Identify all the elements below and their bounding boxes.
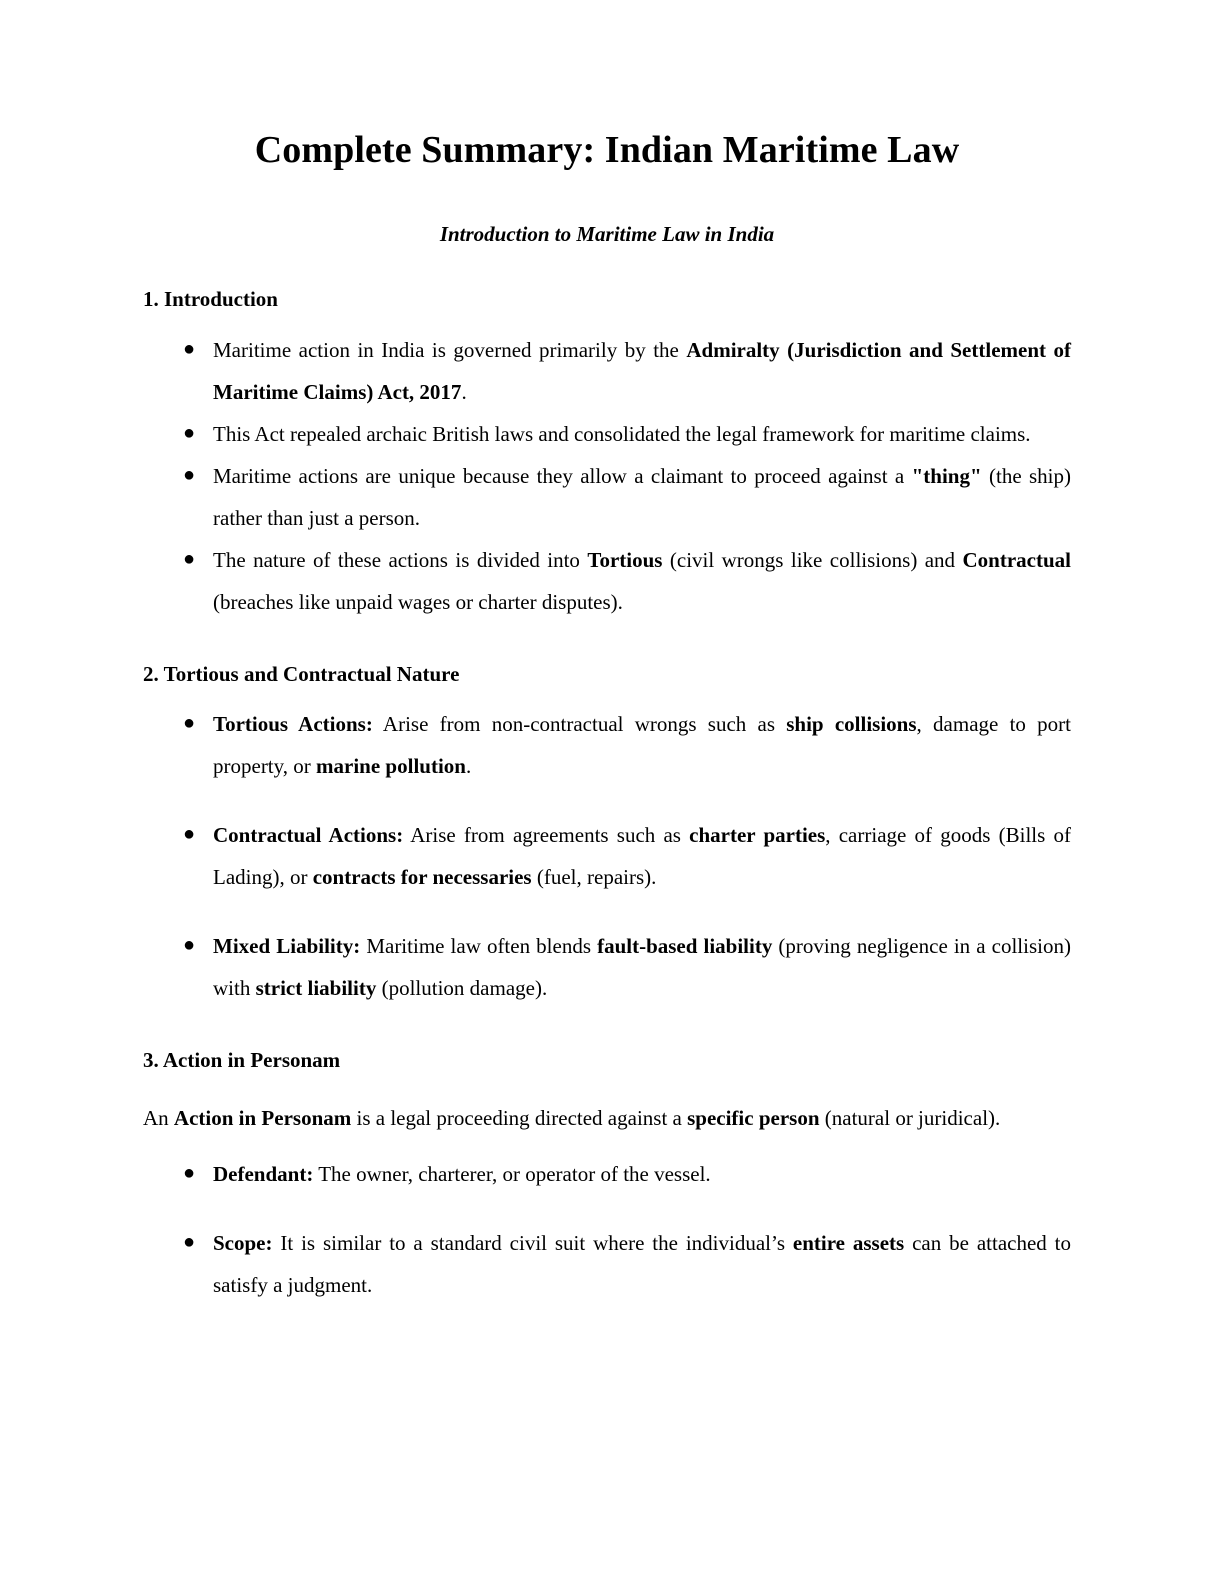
list-item-emphasis: Tortious [587,547,663,572]
bullet-point-icon: ● [183,712,196,734]
sections-container [143,284,1071,1306]
list-item-label [213,814,1071,898]
list-item-emphasis: "thing" [911,463,982,488]
list-item-label [213,925,1071,1009]
list-item-label [213,703,1071,787]
list-item-text: Maritime actions are unique because they allow a claimant to proceed against a [213,463,912,488]
list-item-emphasis: ship collisions [786,712,917,736]
section-heading: 2. Tortious and Contractual Nature [143,661,460,686]
list-item-text: (civil wrongs like collisions) and [662,547,963,572]
bullet-point-icon: ● [183,934,196,956]
list-item-emphasis: Contractual Actions: [213,823,404,847]
bullet-point-icon: ● [183,1162,196,1185]
list-item [143,455,1071,539]
bullet-list [143,329,1071,623]
list-item-text: . [461,379,467,404]
list-item [143,1222,1071,1306]
list-item-text: can be attached to satisfy a judgment. [213,1231,1071,1298]
list-item-text: Arise from agreements such as [403,823,690,847]
bullet-point-icon: ● [183,547,196,570]
list-item-text: , damage to port property, or [213,712,1071,778]
paragraph-text: (natural or juridical). [819,1106,1001,1131]
paragraph-emphasis: Action in Personam [173,1106,352,1131]
list-item-label [213,1222,1071,1306]
list-item-emphasis: contracts for necessaries [312,865,532,889]
bullet-point-icon: ● [183,337,196,360]
paragraph-text: An [143,1106,174,1131]
list-item-emphasis: charter parties [689,823,826,847]
paragraph-emphasis: specific person [687,1106,820,1131]
list-item-emphasis: Mixed Liability: [213,934,361,958]
paragraph-text: is a legal proceeding directed against a [351,1106,688,1131]
list-item [143,413,1071,455]
list-item-emphasis: strict liability [255,976,377,1000]
list-item-emphasis: marine pollution [316,754,466,778]
bullet-point-icon: ● [183,421,196,444]
list-item-text: The owner, charterer, or operator of the vessel. [313,1162,711,1187]
list-item-label [213,1153,1071,1195]
list-item-text: Maritime action in India is governed primarily by the [213,337,687,362]
list-item [143,539,1071,623]
list-item-text: , carriage of goods (Bills of Lading), or [213,823,1071,889]
list-item-text: . [465,754,472,778]
list-item-text: Arise from non-contractual wrongs such as [372,712,787,736]
list-item-emphasis: fault-based liability [597,934,773,958]
list-item-text: (the ship) rather than just a person. [213,463,1071,530]
list-item [143,814,1071,898]
list-item-emphasis: Tortious Actions: [213,712,373,736]
list-item-text: The nature of these actions is divided into [213,547,588,572]
bullet-point-icon: ● [183,463,196,486]
list-item-emphasis: Defendant: [213,1162,314,1187]
bullet-list [143,703,1071,1009]
list-item-emphasis: Contractual [962,547,1071,572]
document-body [143,128,1071,1306]
list-item-emphasis: Scope: [213,1231,273,1256]
list-item [143,1153,1071,1195]
bullet-list [143,1153,1071,1306]
list-item-label [213,539,1071,623]
list-item-emphasis: Admiralty (Jurisdiction and Settlement of Maritime Claims) Act, 2017 [213,337,1071,404]
list-item-label [213,329,1071,413]
section-heading: 3. Action in Personam [143,1048,341,1072]
section-paragraph [143,1097,1071,1139]
list-item [143,703,1071,787]
list-item-text: (proving negligence in a collision) with [213,934,1071,1000]
list-item-label [213,413,1071,455]
list-item-text: (breaches like unpaid wages or charter disputes). [213,589,623,614]
list-item-text: It is similar to a standard civil suit where the individual’s [272,1231,793,1256]
section-heading: 1. Introduction [143,287,278,312]
list-item-text: (pollution damage). [376,976,548,1000]
document-subtitle: Introduction to Maritime Law in India [439,221,775,246]
list-item-text: Maritime law often blends [360,934,598,958]
list-item-label [213,455,1071,539]
list-item-text: This Act repealed archaic British laws and consolidated the legal framework for maritime claims. [213,421,1031,446]
list-item-text: (fuel, repairs). [531,865,657,889]
bullet-point-icon: ● [183,823,196,845]
list-item [143,329,1071,413]
page-title: Complete Summary: Indian Maritime Law [254,129,960,171]
list-item-emphasis: entire assets [792,1231,905,1256]
bullet-point-icon: ● [183,1231,196,1254]
list-item [143,925,1071,1009]
